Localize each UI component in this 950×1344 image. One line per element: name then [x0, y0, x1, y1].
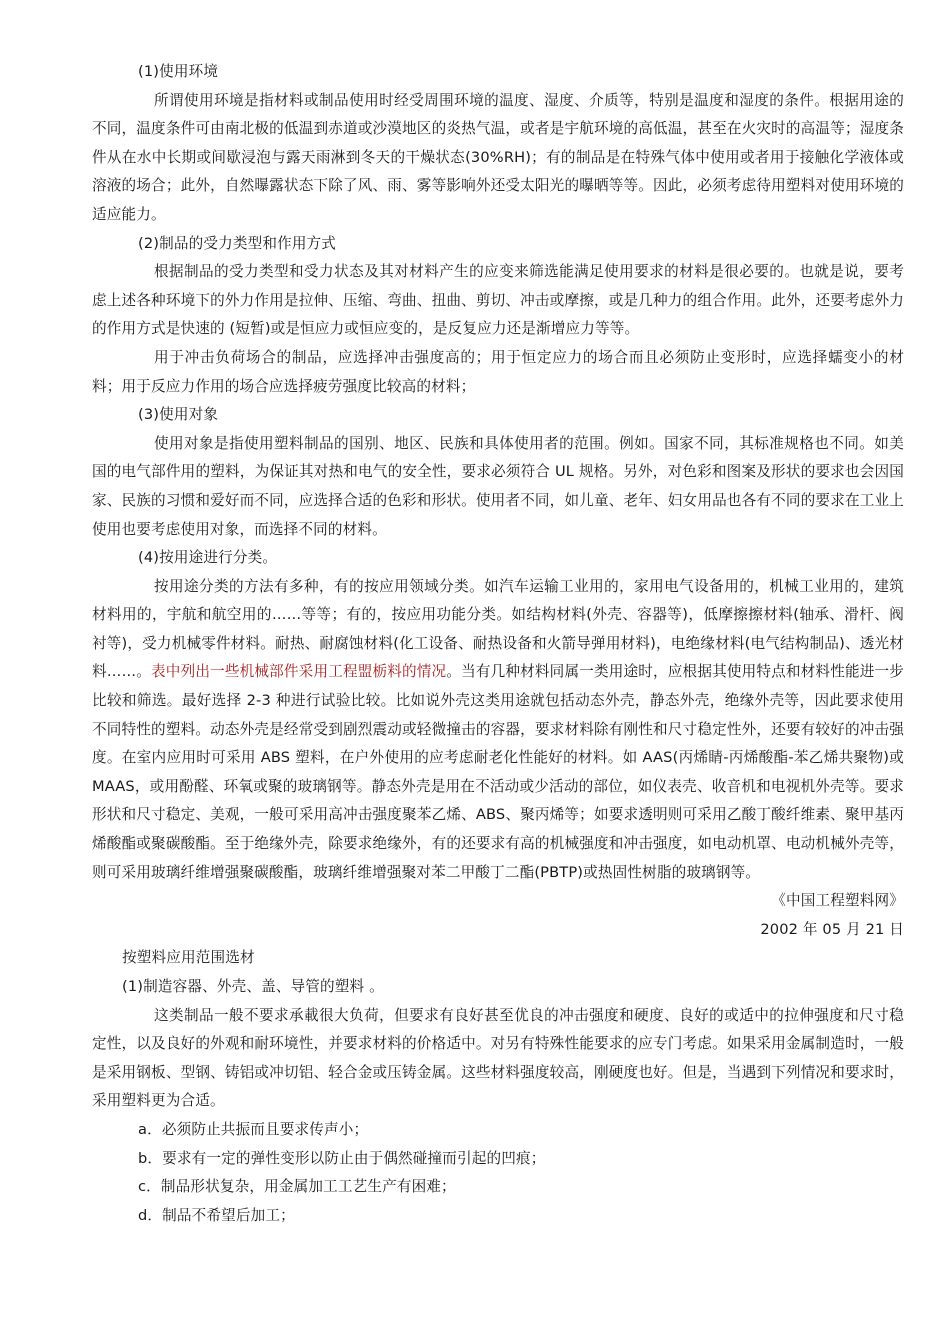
paragraph-force-type: 根据制品的受力类型和受力状态及其对材料产生的应变来筛选能满足使用要求的材料是很必要的。也就是说，要考虑上述各种环境下的外力作用是拉伸、压缩、弯曲、扭曲、剪切、冲击或摩擦，或是几种力的组合作用。此外，还要考虑外力的作用方式是快速的 (短暂)或是恒应力或恒应变的，是反复应力还是渐增应力等等。 [92, 263, 904, 338]
heading-use-environment: (1)使用环境 [138, 63, 219, 80]
list-item: d．制品不希望后加工； [138, 1206, 295, 1224]
heading-force-type: (2)制品的受力类型和作用方式 [138, 234, 337, 252]
highlighted-text: 表中列出一些机械部件采用工程盟栃料的情况 [151, 663, 447, 681]
document-body [92, 58, 904, 1230]
paragraph-use-environment: 所谓使用环境是指材料或制品使用时经受周围环境的温度、湿度、介质等，特别是温度和湿度的条件。根据用途的不同，温度条件可由南北极的低温到赤道或沙漠地区的炎热气温，或者是宇航环境的高低温，甚至在火灾时的高温等；湿度条件从在水中长期或间歇浸泡与露天雨淋到冬天的干燥状态(30%RH)；有的制品是在特殊气体中使用或者用于接触化学液体或溶液的场合；此外，自然曝露状态下除了风、雨、雾等影响外还受太阳光的曝晒等等。因此，必须考虑待用塑料对使用环境的适应能力。 [92, 91, 904, 223]
paragraph-use-part-b: 。当有几种材料同属一类用途时，应根据其使用特点和材料性能进一步比较和筛选。最好选择 2-3 种进行试验比较。比如说外壳这类用途就包括动态外壳，静态外壳，绝缘外壳等，因此要求使用不同特性的塑料。动态外壳是经常受到剧烈震动或轻微撞击的容器，要求材料除有刚性和尺寸稳定性外，还要有较好的冲击强度。在室内应用时可采用 ABS 塑料，在户外使用的应考虑耐老化性能好的材料。如 AAS(丙烯睛-丙烯酸酯-苯乙烯共聚物)或 MAAS，或用酚醛、环氧或聚的玻璃钢等。静态外壳是用在不活动或少活动的部位，如仪表壳、收音机和电视机外壳等。要求形状和尺寸稳定、美观，一般可采用高冲击强度聚苯乙烯、ABS、聚丙烯等；如要求透明则可采用乙酸丁酸纤维素、聚甲基丙烯酸酯或聚碳酸酯。至于绝缘外壳，除要求绝缘外，有的还要求有高的机械强度和冲击强度，如电动机罩、电动机械外壳等，则可采用玻璃纤维增强聚碳酸酯，玻璃纤维增强聚对苯二甲酸丁二酯(PBTP)或热固性树脂的玻璃钢等。 [92, 663, 904, 881]
list-item: a．必须防止共振而且要求传声小； [138, 1120, 369, 1138]
paragraph-use-classification [92, 573, 904, 888]
source-site: 《中国工程塑料网》 [771, 892, 904, 910]
paragraph-use-part-a: 按用途分类的方法有多种，有的按应用领域分类。如汽车运输工业用的，家用电气设备用的，机械工业用的，建筑材料用的，宇航和航空用的……等等；有的，按应用功能分类。如结构材料(外壳、容器等)，低摩擦擦材料(轴承、滑杆、阀衬等)，受力机械零件材料。耐热、耐腐蚀材料(化工设备、耐热设备和火箭导弹用材料)，电绝缘材料(电气结构制品)、透光材料……。 [92, 577, 904, 681]
list-item: b．要求有一定的弹性变形以防止由于偶然碰撞而引起的凹痕； [138, 1149, 546, 1167]
heading-use-object: (3)使用对象 [138, 406, 219, 424]
paragraph-load-selection: 用于冲击负荷场合的制品，应选择冲击强度高的；用于恒定应力的场合而且必须防止变形时，应选择蠕变小的材料；用于反应力作用的场合应选择疲劳强度比较高的材料； [92, 348, 904, 395]
source-date: 2002 年 05 月 21 日 [760, 920, 904, 938]
list-item: c．制品形状复杂，用金属加工工艺生产有困难； [138, 1178, 456, 1196]
paragraph-containers: 这类制品一般不要求承載很大负荷，但要求有良好甚至优良的冲击强度和硬度、良好的或适中的拉伸强度和尺寸稳定性，以及良好的外观和耐环境性，并要求材料的价格适中。对另有特殊性能要求的应专门考虑。如果采用金属制造时，一般是采用钢板、型钢、铸铝或冲切铝、轻合金或压铸金属。这些材料强度较高，刚硬度也好。但是，当遇到下列情况和要求时，采用塑料更为合适。 [92, 1006, 904, 1110]
heading-use-classification: (4)按用途进行分类。 [138, 549, 278, 567]
paragraph-use-object: 使用对象是指使用塑料制品的国别、地区、民族和具体使用者的范围。例如。国家不同，其标准规格也不同。如美国的电气部件用的塑料，为保证其对热和电气的安全性，要求必须符合 UL 规格。另外，对色彩和图案及形状的要求也会因国家、民族的习惯和爱好而不同，应选择合适的色彩和形状。使用者不同，如儿童、老年、妇女用品也各有不同的要求在工业上使用也要考虑使用对象，而选择不同的材料。 [92, 434, 904, 538]
heading-containers: (1)制造容器、外壳、盖、导管的塑料 。 [122, 978, 384, 995]
section-title-application-range: 按塑料应用范围选材 [122, 949, 255, 967]
